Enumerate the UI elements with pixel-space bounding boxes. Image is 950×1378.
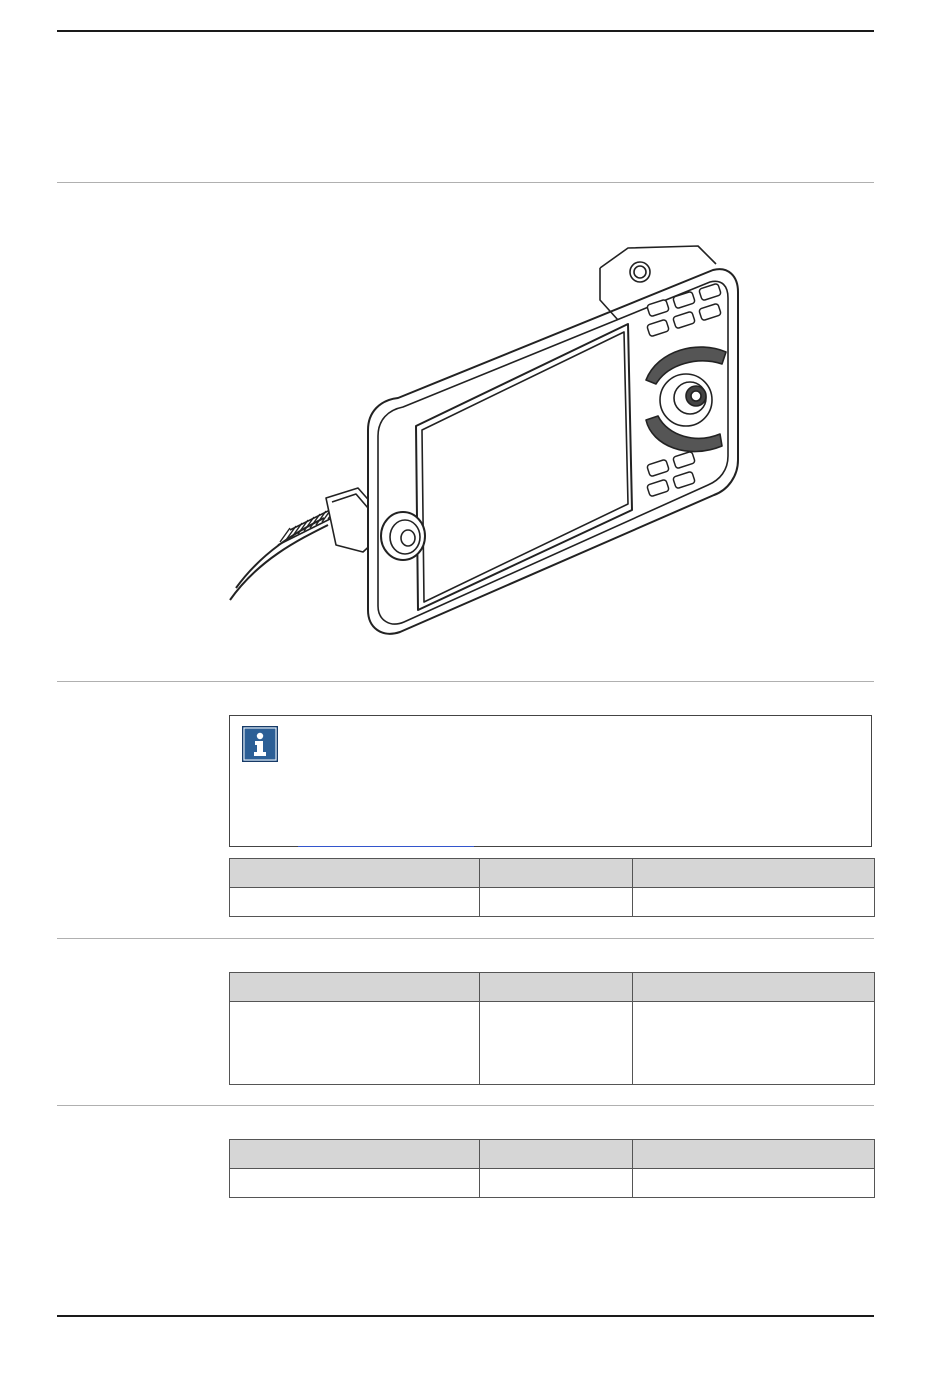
table-header-cell — [633, 1140, 875, 1169]
table-cell — [230, 888, 480, 917]
table-row — [230, 1002, 875, 1085]
table-cell — [633, 888, 875, 917]
table-header-cell — [230, 1140, 480, 1169]
table-header-cell — [230, 859, 480, 888]
table-cell — [633, 1169, 875, 1198]
section-divider-figure — [57, 182, 874, 183]
table-header-row — [230, 1140, 875, 1169]
table-cell — [230, 1169, 480, 1198]
section-divider-note — [57, 681, 874, 682]
table-cell — [230, 1002, 480, 1085]
note-box — [229, 715, 872, 847]
table-header-row — [230, 973, 875, 1002]
spec-table-1 — [229, 858, 875, 917]
table-row — [230, 888, 875, 917]
table-cell — [480, 1169, 633, 1198]
top-rule — [57, 30, 874, 32]
section-divider-table-2 — [57, 938, 874, 939]
table-row — [230, 1169, 875, 1198]
section-divider-table-3 — [57, 1105, 874, 1106]
table-cell — [480, 888, 633, 917]
info-icon — [242, 726, 278, 762]
table-header-cell — [633, 973, 875, 1002]
spec-table-3 — [229, 1139, 875, 1198]
flexpendant-device-illustration — [228, 240, 748, 640]
table-cell — [480, 1002, 633, 1085]
table-header-row — [230, 859, 875, 888]
table-header-cell — [480, 973, 633, 1002]
spec-table-2 — [229, 972, 875, 1085]
note-link[interactable] — [298, 830, 474, 847]
table-cell — [633, 1002, 875, 1085]
table-header-cell — [480, 859, 633, 888]
table-header-cell — [230, 973, 480, 1002]
table-header-cell — [633, 859, 875, 888]
table-header-cell — [480, 1140, 633, 1169]
bottom-rule — [57, 1315, 874, 1317]
